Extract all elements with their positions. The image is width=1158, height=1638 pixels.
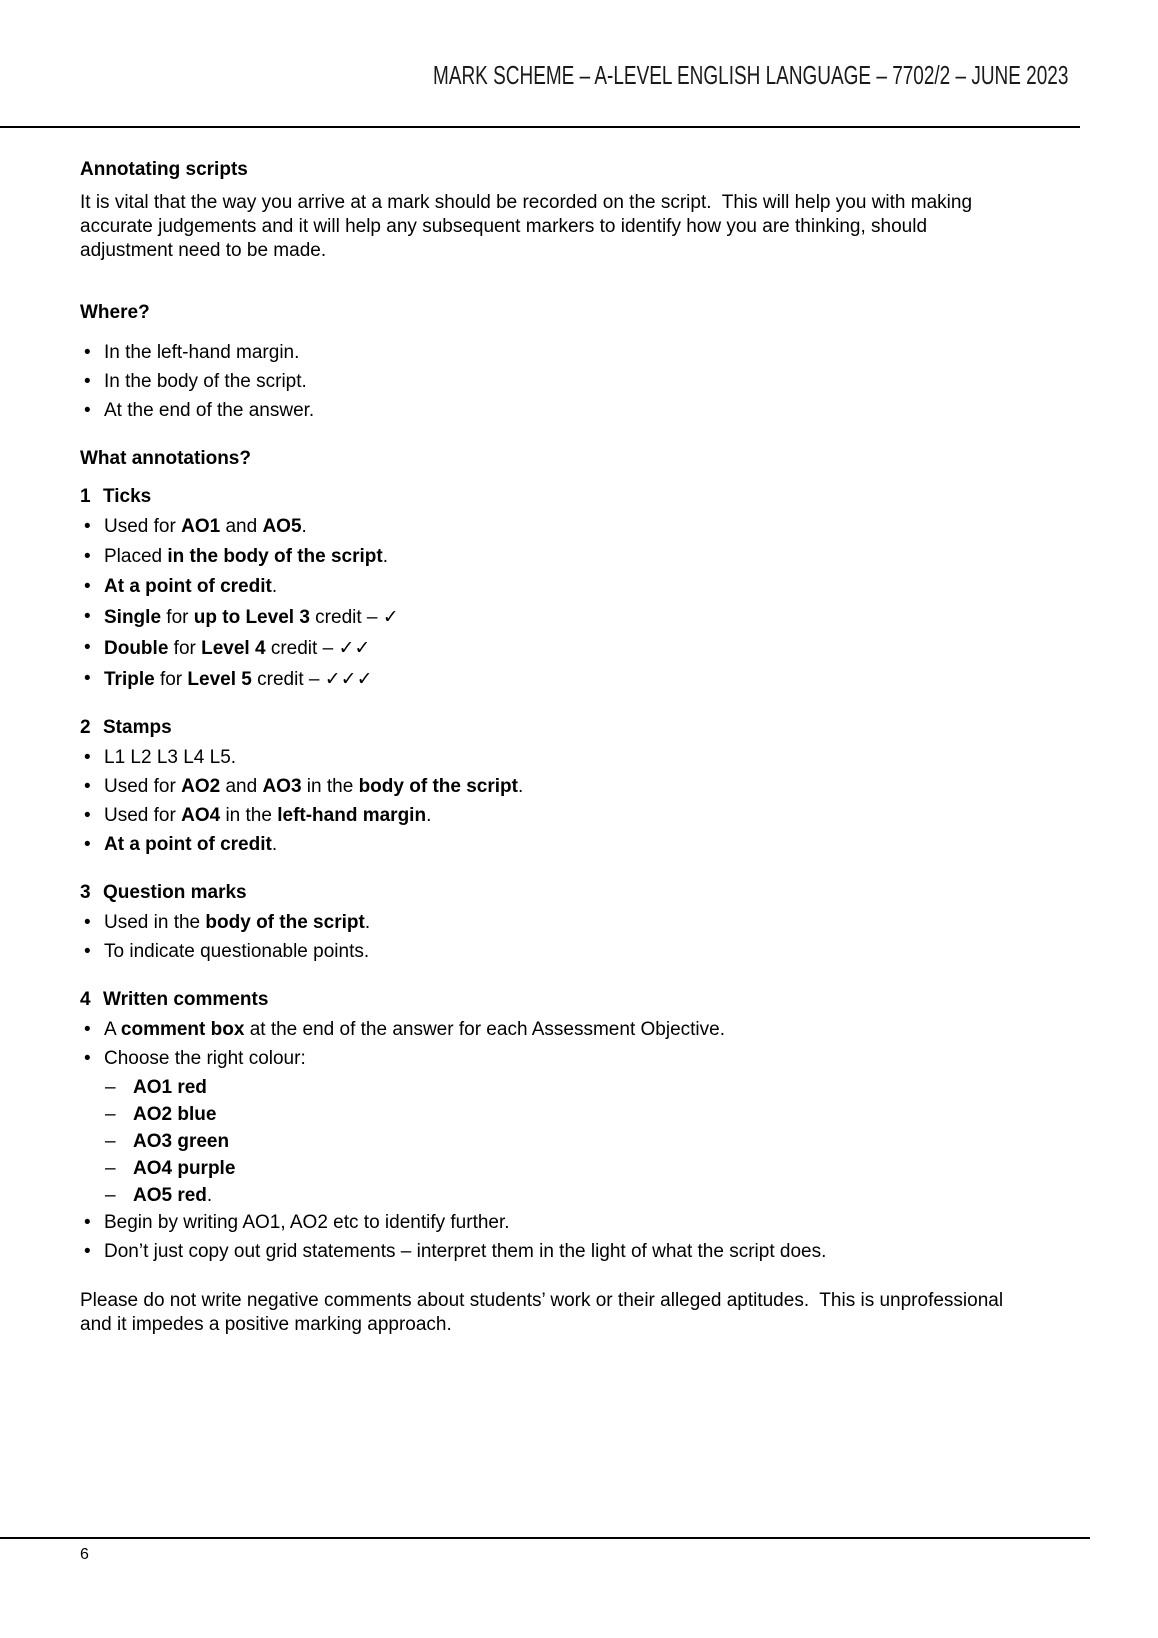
- text-run: and: [220, 776, 263, 797]
- text-run-bold: AO1: [181, 516, 221, 537]
- text-run: To indicate questionable points.: [104, 941, 370, 962]
- heading-number: 2: [80, 717, 91, 738]
- heading-number: 4: [80, 989, 91, 1010]
- text-run-bold: AO5: [262, 516, 302, 537]
- stamps-item: [80, 775, 1015, 799]
- written-comments-list-2: [80, 1211, 1015, 1264]
- ticks-item: [80, 667, 1015, 692]
- text-run-bold: body of the script: [358, 776, 518, 797]
- text-run: .: [364, 912, 371, 933]
- page-header: [198, 60, 1068, 91]
- text-run: for: [168, 638, 202, 659]
- heading-what-annotations: What annotations?: [80, 448, 251, 469]
- tick-mark: ✓: [382, 606, 399, 628]
- ticks-item: [80, 545, 1015, 569]
- text-run-bold: AO5 red: [133, 1185, 207, 1206]
- intro-paragraph: It is vital that the way you arrive at a mark should be recorded on the script. This will help you with making accurate judgements and it will help any subsequent markers to identify how you are thinking, should adjustment need to be made.: [80, 192, 978, 261]
- page-content: [80, 158, 1015, 1337]
- colour-list: [105, 1076, 1015, 1208]
- stamps-item: [80, 833, 1015, 857]
- written-comments-item: [80, 1211, 1015, 1235]
- text-run-bold: AO1 red: [133, 1077, 207, 1098]
- stamps-item: [80, 746, 1015, 770]
- heading-ticks: [80, 485, 1015, 509]
- text-run-bold: At a point of credit: [104, 576, 272, 597]
- where-item: [80, 399, 1015, 423]
- text-run-bold: up to Level 3: [193, 607, 310, 628]
- text-run-bold: AO4: [181, 805, 221, 826]
- section-title-annotating-scripts: Annotating scripts: [80, 159, 248, 180]
- heading-where: Where?: [80, 302, 150, 323]
- heading-label: Question marks: [103, 882, 247, 903]
- ticks-item: [80, 636, 1015, 661]
- question-marks-item: [80, 911, 1015, 935]
- text-run: Used in the: [104, 912, 206, 933]
- ticks-item: [80, 515, 1015, 539]
- ticks-list: [80, 515, 1015, 692]
- heading-label: Ticks: [103, 486, 152, 507]
- colour-item: [105, 1103, 1015, 1127]
- heading-label: Written comments: [103, 989, 269, 1010]
- text-run: .: [382, 546, 388, 567]
- where-item: [80, 370, 1015, 394]
- text-run-bold: AO2 blue: [133, 1104, 217, 1125]
- text-run: Begin by writing AO1, AO2 etc to identify further.: [104, 1212, 510, 1233]
- text-run: .: [426, 805, 432, 826]
- text-run: Used for: [104, 516, 182, 537]
- text-run-bold: AO4 purple: [133, 1158, 236, 1179]
- colour-item: [105, 1130, 1015, 1154]
- heading-number: 3: [80, 882, 91, 903]
- text-run-bold: left-hand margin: [277, 805, 427, 826]
- text-run-bold: AO3: [262, 776, 302, 797]
- text-run: .: [271, 576, 278, 597]
- heading-written-comments: [80, 988, 1015, 1012]
- text-run: Used for: [104, 776, 182, 797]
- footer-divider: [0, 1537, 1090, 1539]
- header-divider: [0, 126, 1080, 128]
- written-comments-item: [80, 1240, 1015, 1264]
- colour-item: [105, 1076, 1015, 1100]
- text-run-bold: AO3 green: [133, 1131, 230, 1152]
- tick-mark: ✓✓✓: [324, 668, 373, 690]
- heading-question-marks: [80, 881, 1015, 905]
- closing-paragraph: Please do not write negative comments about students’ work or their alleged aptitudes. This is unprofessional and it impedes a positive marking approach.: [80, 1290, 1009, 1335]
- text-run: Placed: [104, 546, 168, 567]
- text-run-bold: Triple: [104, 669, 155, 690]
- heading-stamps: [80, 716, 1015, 740]
- text-run: for: [154, 669, 188, 690]
- text-run-bold: Level 4: [201, 638, 266, 659]
- text-run: Don’t just copy out grid statements – interpret them in the light of what the script does.: [104, 1241, 827, 1262]
- text-run: credit –: [265, 638, 339, 659]
- stamps-item: [80, 804, 1015, 828]
- where-item: [80, 341, 1015, 365]
- where-list: [80, 341, 1015, 423]
- text-run: Used for: [104, 805, 182, 826]
- text-run: .: [517, 776, 524, 797]
- text-run-bold: Double: [104, 638, 169, 659]
- ticks-item: [80, 575, 1015, 599]
- text-run-bold: Single: [104, 607, 162, 628]
- written-comments-list: [80, 1018, 1015, 1071]
- written-comments-item: [80, 1047, 1015, 1071]
- question-marks-list: [80, 911, 1015, 964]
- text-run-bold: At a point of credit: [104, 834, 272, 855]
- tick-mark: ✓✓: [338, 637, 371, 659]
- text-run: .: [206, 1185, 213, 1206]
- text-run: .: [271, 834, 278, 855]
- stamps-list: [80, 746, 1015, 857]
- text-run-bold: Level 5: [187, 669, 252, 690]
- text-run: At the end of the answer.: [104, 400, 315, 421]
- header-title: MARK SCHEME – A-LEVEL ENGLISH LANGUAGE – 7702/2 – JUNE 2023: [432, 60, 1068, 90]
- text-run: A: [104, 1019, 121, 1040]
- heading-number: 1: [80, 486, 91, 507]
- text-run: Choose the right colour:: [104, 1048, 306, 1069]
- text-run: In the left-hand margin.: [104, 342, 300, 363]
- text-run: in the: [301, 776, 359, 797]
- text-run-bold: body of the script: [205, 912, 365, 933]
- text-run-bold: comment box: [120, 1019, 245, 1040]
- text-run: credit –: [251, 669, 325, 690]
- text-run-bold: in the body of the script: [167, 546, 383, 567]
- colour-item: [105, 1157, 1015, 1181]
- text-run: .: [301, 516, 307, 537]
- page-number: 6: [80, 1546, 89, 1563]
- text-run: credit –: [309, 607, 383, 628]
- text-run: L1 L2 L3 L4 L5.: [104, 747, 237, 768]
- text-run: in the: [220, 805, 278, 826]
- text-run: In the body of the script.: [104, 371, 307, 392]
- colour-item: [105, 1184, 1015, 1208]
- heading-label: Stamps: [103, 717, 172, 738]
- text-run: and: [220, 516, 263, 537]
- written-comments-item: [80, 1018, 1015, 1042]
- text-run-bold: AO2: [181, 776, 221, 797]
- text-run: at the end of the answer for each Assessment Objective.: [244, 1019, 725, 1040]
- question-marks-item: [80, 940, 1015, 964]
- text-run: for: [161, 607, 194, 628]
- ticks-item: [80, 605, 1015, 630]
